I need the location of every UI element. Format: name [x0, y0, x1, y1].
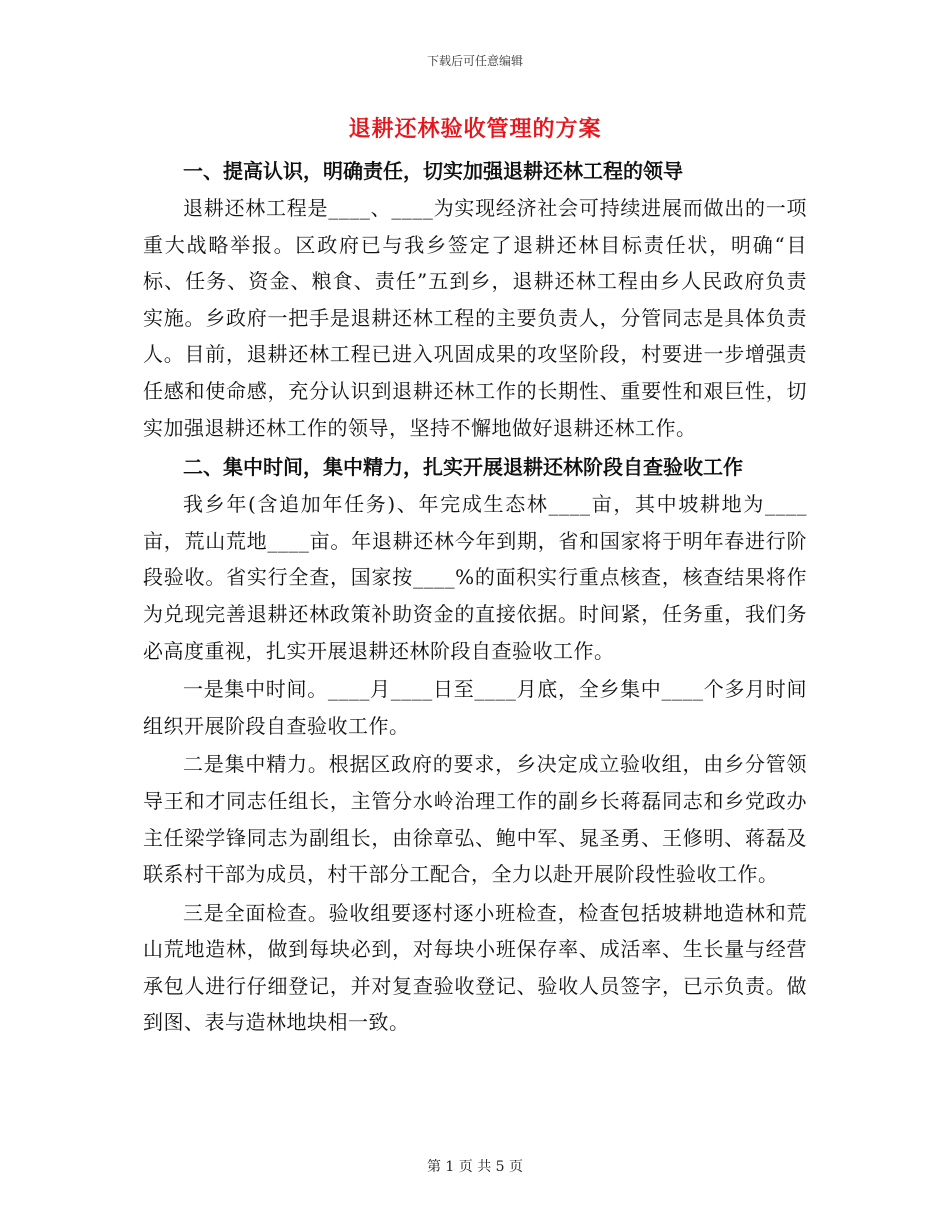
document-body: [143, 152, 807, 1043]
section-2-paragraph-3: 二是集中精力。根据区政府的要求，乡决定成立验收组，由乡分管领导王和才同志任组长，主管分水岭治理工作的副乡长蒋磊同志和乡党政办主任梁学锋同志为副组长，由徐章弘、鲍中军、晁圣勇、王修明、蒋磊及联系村干部为成员，村干部分工配合，全力以赴开展阶段性验收工作。: [143, 752, 807, 887]
section-2-heading: 二、集中时间，集中精力，扎实开展退耕还林阶段自查验收工作: [183, 455, 743, 480]
page-footer: 第 1 页 共 5 页: [426, 1159, 524, 1175]
section-1-heading: 一、提高认识，明确责任，切实加强退耕还林工程的领导: [183, 159, 683, 183]
section-1-paragraph-1: 退耕还林工程是____、____为实现经济社会可持续进展而做出的一项重大战略举报。区政府已与我乡签定了退耕还林目标责任状，明确“目标、任务、资金、粮食、责任”五到乡，退耕还林工程由乡人民政府负责实施。乡政府一把手是退耕还林工程的主要负责人，分管同志是具体负责人。目前，退耕还林工程已进入巩固成果的攻坚阶段，村要进一步增强责任感和使命感，充分认识到退耕还林工作的长期性、重要性和艰巨性，切实加强退耕还林工作的领导，坚持不懈地做好退耕还林工作。: [143, 196, 807, 440]
section-2-paragraph-2: 一是集中时间。____月____日至____月底，全乡集中____个多月时间组织开展阶段自查验收工作。: [143, 677, 807, 738]
section-2-paragraph-4: 三是全面检查。验收组要逐村逐小班检查，检查包括坡耕地造林和荒山荒地造林，做到每块必到，对每块小班保存率、成活率、生长量与经营承包人进行仔细登记，并对复查验收登记、验收人员签字，已示负责。做到图、表与造林地块相一致。: [143, 900, 807, 1035]
section-2-paragraph-1: 我乡年(含追加年任务)、年完成生态林____亩，其中坡耕地为____亩，荒山荒地____亩。年退耕还林今年到期，省和国家将于明年春进行阶段验收。省实行全查，国家按____%的面积实行重点核查，核查结果将作为兑现完善退耕还林政策补助资金的直接依据。时间紧，任务重，我们务必高度重视，扎实开展退耕还林阶段自查验收工作。: [143, 492, 807, 663]
header-note: 下载后可任意编辑: [426, 54, 523, 68]
document-title: 退耕还林验收管理的方案: [348, 116, 602, 142]
